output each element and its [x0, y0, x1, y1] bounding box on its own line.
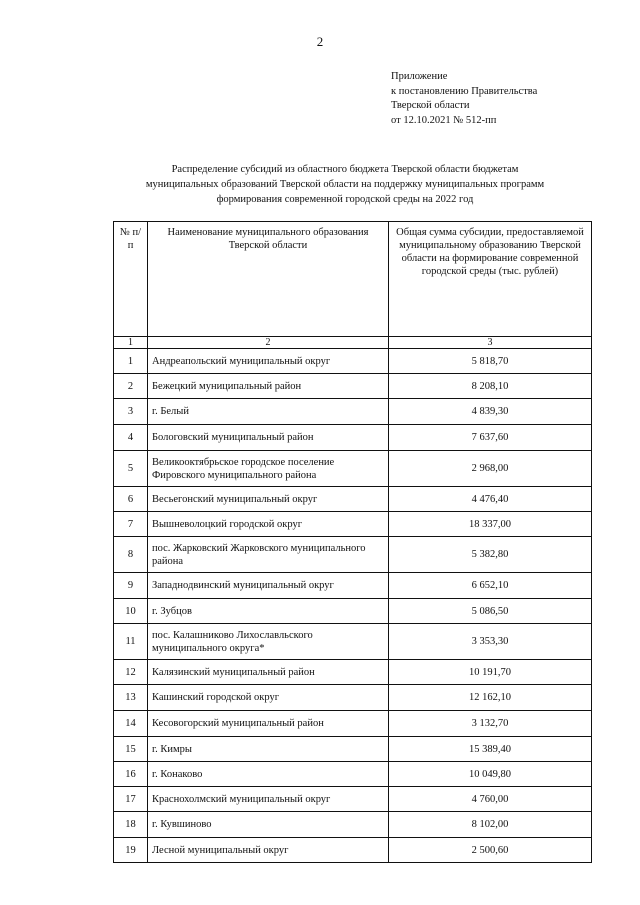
subsidy-amount: 2 500,60	[389, 838, 592, 863]
title-line-3: формирования современной городской среды на 2022 год	[216, 194, 474, 205]
table-row	[114, 537, 592, 573]
table-row	[114, 399, 592, 425]
row-number: 7	[114, 512, 148, 537]
municipality-name: пос. Калашниково Лихославльского муниципального округа*	[148, 624, 389, 660]
subsidy-amount: 2 968,00	[389, 451, 592, 487]
table-row	[114, 660, 592, 685]
row-number: 15	[114, 737, 148, 762]
subsidy-amount: 8 208,10	[389, 374, 592, 399]
appendix-block	[391, 70, 537, 128]
row-number: 18	[114, 812, 148, 838]
appendix-line-4: от 12.10.2021 № 512-пп	[391, 114, 497, 126]
subsidy-amount: 12 162,10	[389, 685, 592, 711]
municipality-name: Краснохолмский муниципальный округ	[148, 787, 389, 812]
table-row	[114, 762, 592, 787]
municipality-name: Западнодвинский муниципальный округ	[148, 573, 389, 599]
municipality-name: г. Кувшиново	[148, 812, 389, 838]
row-number: 19	[114, 838, 148, 863]
subsidy-amount: 5 818,70	[389, 349, 592, 374]
row-number: 12	[114, 660, 148, 685]
subsidy-table	[113, 221, 592, 863]
municipality-name: г. Зубцов	[148, 599, 389, 624]
row-number: 14	[114, 711, 148, 737]
municipality-name: г. Кимры	[148, 737, 389, 762]
subsidy-amount: 8 102,00	[389, 812, 592, 838]
header-subsidy-sum: Общая сумма субсидии, предоставляемой муниципальному образованию Тверской области на формирование современной городской среды (тыс. рублей)	[389, 222, 592, 337]
title-line-2: муниципальных образований Тверской области на поддержку муниципальных программ	[145, 179, 545, 190]
municipality-name: Кашинский городской округ	[148, 685, 389, 711]
row-number: 10	[114, 599, 148, 624]
municipality-name: Кесовогорский муниципальный район	[148, 711, 389, 737]
row-number: 11	[114, 624, 148, 660]
column-number: 3	[389, 337, 592, 349]
municipality-name: Бологовский муниципальный район	[148, 425, 389, 451]
table-row	[114, 425, 592, 451]
subsidy-amount: 10 191,70	[389, 660, 592, 685]
row-number: 9	[114, 573, 148, 599]
table-row	[114, 624, 592, 660]
column-number: 2	[148, 337, 389, 349]
document-title	[95, 162, 595, 207]
page-number: 2	[316, 34, 324, 49]
table-header-row	[114, 222, 592, 337]
table-row	[114, 374, 592, 399]
table-row	[114, 737, 592, 762]
row-number: 3	[114, 399, 148, 425]
table-row	[114, 711, 592, 737]
municipality-name: пос. Жарковский Жарковского муниципального района	[148, 537, 389, 573]
row-number: 2	[114, 374, 148, 399]
table-body	[114, 349, 592, 863]
table-row	[114, 451, 592, 487]
municipality-name: Вышневолоцкий городской округ	[148, 512, 389, 537]
municipality-name: Калязинский муниципальный район	[148, 660, 389, 685]
municipality-name: Бежецкий муниципальный район	[148, 374, 389, 399]
table-row	[114, 512, 592, 537]
subsidy-amount: 4 839,30	[389, 399, 592, 425]
appendix-line-1: Приложение	[391, 71, 448, 82]
subsidy-amount: 4 476,40	[389, 487, 592, 512]
municipality-name: Лесной муниципальный округ	[148, 838, 389, 863]
table-row	[114, 349, 592, 374]
row-number: 17	[114, 787, 148, 812]
subsidy-amount: 4 760,00	[389, 787, 592, 812]
municipality-name: г. Белый	[148, 399, 389, 425]
row-number: 16	[114, 762, 148, 787]
subsidy-amount: 7 637,60	[389, 425, 592, 451]
municipality-name: Великооктябрьское городское поселение Фировского муниципального района	[148, 451, 389, 487]
appendix-line-2: к постановлению Правительства	[391, 85, 538, 97]
appendix-line-3: Тверской области	[391, 100, 470, 111]
row-number: 8	[114, 537, 148, 573]
municipality-name: г. Конаково	[148, 762, 389, 787]
row-number: 4	[114, 425, 148, 451]
row-number: 1	[114, 349, 148, 374]
column-number: 1	[114, 337, 148, 349]
subsidy-amount: 18 337,00	[389, 512, 592, 537]
subsidy-amount: 5 382,80	[389, 537, 592, 573]
row-number: 13	[114, 685, 148, 711]
subsidy-amount: 10 049,80	[389, 762, 592, 787]
subsidy-amount: 3 132,70	[389, 711, 592, 737]
header-municipality: Наименование муниципального образования Тверской области	[148, 222, 389, 337]
table-row	[114, 685, 592, 711]
title-line-1: Распределение субсидий из областного бюджета Тверской области бюджетам	[171, 164, 519, 175]
subsidy-amount: 15 389,40	[389, 737, 592, 762]
municipality-name: Андреапольский муниципальный округ	[148, 349, 389, 374]
table-row	[114, 487, 592, 512]
table-row	[114, 812, 592, 838]
subsidy-amount: 6 652,10	[389, 573, 592, 599]
table-row	[114, 599, 592, 624]
header-number: № п/п	[114, 222, 148, 337]
subsidy-amount: 5 086,50	[389, 599, 592, 624]
table-row	[114, 573, 592, 599]
table-row	[114, 838, 592, 863]
subsidy-amount: 3 353,30	[389, 624, 592, 660]
table-row	[114, 787, 592, 812]
row-number: 5	[114, 451, 148, 487]
column-number-row	[114, 337, 592, 349]
municipality-name: Весьегонский муниципальный округ	[148, 487, 389, 512]
row-number: 6	[114, 487, 148, 512]
